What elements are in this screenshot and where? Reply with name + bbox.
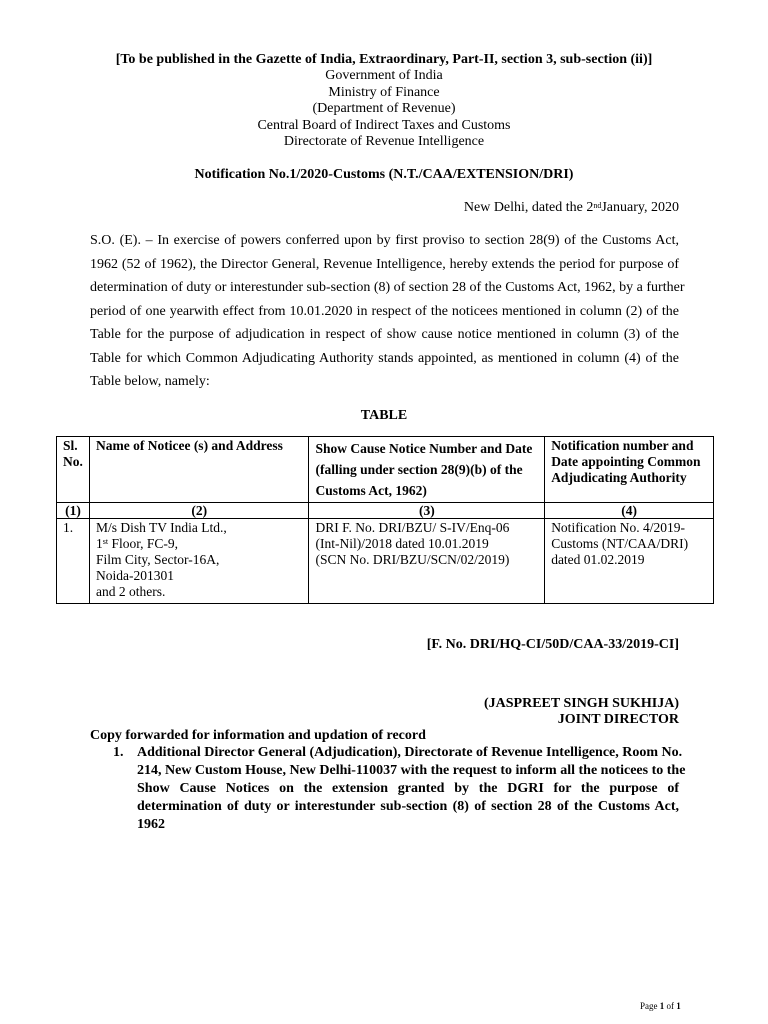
noticee-address-line: Film City, Sector-16A, bbox=[95, 552, 220, 567]
body-line: period of one yearwith effect from 10.01.2020 in respect of the noticees mentioned in column (2) of the bbox=[90, 303, 679, 319]
table-header-row bbox=[57, 437, 714, 503]
body-line: Table below, namely: bbox=[90, 374, 210, 389]
notification-title: Notification No.1/2020-Customs (N.T./CAA/EXTENSION/DRI) bbox=[194, 167, 574, 182]
header-name: Name of Noticee (s) and Address bbox=[89, 437, 308, 503]
cell-notification bbox=[545, 519, 714, 604]
copy-forwarded-heading: Copy forwarded for information and updation of record bbox=[90, 728, 426, 743]
notif-line: dated 01.02.2019 bbox=[551, 552, 645, 567]
scn-line: DRI F. No. DRI/BZU/ S-IV/Enq-06 bbox=[315, 520, 510, 535]
page-current: 1 bbox=[659, 1001, 665, 1011]
body-line: S.O. (E). – In exercise of powers conferred upon by first proviso to section 28(9) of the Customs Act, bbox=[90, 233, 679, 248]
file-number: [F. No. DRI/HQ-CI/50D/CAA-33/2019-CI] bbox=[426, 637, 679, 652]
government-line: Government of India bbox=[325, 68, 443, 83]
date-sup: nd bbox=[593, 201, 602, 210]
date-suffix: January, 2020 bbox=[601, 200, 679, 215]
noticee-floor bbox=[96, 536, 302, 552]
board-line: Central Board of Indirect Taxes and Customs bbox=[257, 118, 511, 133]
header-sl: Sl. No. bbox=[57, 437, 90, 503]
header-scn: Show Cause Notice Number and Date (falling under section 28(9)(b) of the Customs Act, 1962) bbox=[309, 437, 545, 503]
notice-table bbox=[56, 436, 714, 604]
col-num: (4) bbox=[545, 503, 714, 519]
page-number bbox=[640, 998, 681, 1014]
list-number: 1. bbox=[113, 745, 124, 760]
body-line: determination of duty or interestunder sub-section (8) of section 28 of the Customs Act, 1962, by a further bbox=[90, 280, 685, 295]
cell-scn bbox=[309, 519, 545, 604]
header-notification: Notification number and Date appointing Common Adjudicating Authority bbox=[545, 437, 714, 503]
body-line: Table for the purpose of adjudication in respect of show cause notice mentioned in column (3) of the bbox=[90, 327, 679, 342]
scn-line: (SCN No. DRI/BZU/SCN/02/2019) bbox=[315, 552, 510, 567]
department-line: (Department of Revenue) bbox=[312, 101, 456, 116]
signatory-name: (JASPREET SINGH SUKHIJA) bbox=[483, 696, 679, 711]
page-total: 1 bbox=[676, 1001, 681, 1011]
date-prefix: New Delhi, dated the 2 bbox=[463, 200, 594, 215]
noticee-name: M/s Dish TV India Ltd., bbox=[95, 520, 227, 535]
list-text bbox=[137, 744, 686, 834]
list-line: Show Cause Notices on the extension granted by the DGRI for the purpose of bbox=[137, 781, 679, 796]
page-of: of bbox=[664, 1001, 677, 1011]
body-line: 1962 (52 of 1962), the Director General, Revenue Intelligence, hereby extends the period for purpose of bbox=[90, 256, 679, 272]
list-line: 1962 bbox=[137, 817, 165, 832]
table-row bbox=[57, 519, 714, 604]
page-prefix: Page bbox=[640, 1001, 660, 1011]
floor-sup: st bbox=[102, 537, 109, 546]
cell-sl: 1. bbox=[57, 519, 90, 604]
table-column-number-row bbox=[57, 503, 714, 519]
floor-num: 1 bbox=[95, 536, 103, 551]
list-line: Additional Director General (Adjudication), Directorate of Revenue Intelligence, Room No. bbox=[137, 745, 683, 760]
col-num: (1) bbox=[57, 503, 90, 519]
scn-line: (Int-Nil)/2018 dated 10.01.2019 bbox=[315, 536, 489, 551]
directorate-line: Directorate of Revenue Intelligence bbox=[283, 134, 485, 149]
noticee-address-line: Noida-201301 bbox=[95, 568, 174, 583]
list-line: 214, New Custom House, New Delhi-110037 with the request to inform all the noticees to the bbox=[137, 763, 686, 778]
body-paragraph bbox=[90, 229, 685, 394]
noticee-others: and 2 others. bbox=[95, 584, 166, 599]
table-title: TABLE bbox=[360, 408, 408, 423]
col-num: (2) bbox=[89, 503, 308, 519]
date-line bbox=[464, 200, 679, 216]
cell-noticee bbox=[89, 519, 308, 604]
floor-rest: Floor, FC-9, bbox=[108, 536, 179, 551]
gazette-line: [To be published in the Gazette of India, Extraordinary, Part-II, section 3, sub-section (ii)] bbox=[115, 52, 653, 67]
notif-line: Customs (NT/CAA/DRI) bbox=[551, 536, 689, 551]
notif-line: Notification No. 4/2019- bbox=[551, 520, 686, 535]
ministry-line: Ministry of Finance bbox=[328, 85, 440, 100]
body-line: Table for which Common Adjudicating Authority stands appointed, as mentioned in column (4) of the bbox=[90, 350, 679, 366]
list-line: determination of duty or interestunder sub-section (8) of section 28 of the Customs Act, bbox=[137, 799, 679, 814]
signatory-designation: JOINT DIRECTOR bbox=[557, 712, 679, 727]
col-num: (3) bbox=[309, 503, 545, 519]
